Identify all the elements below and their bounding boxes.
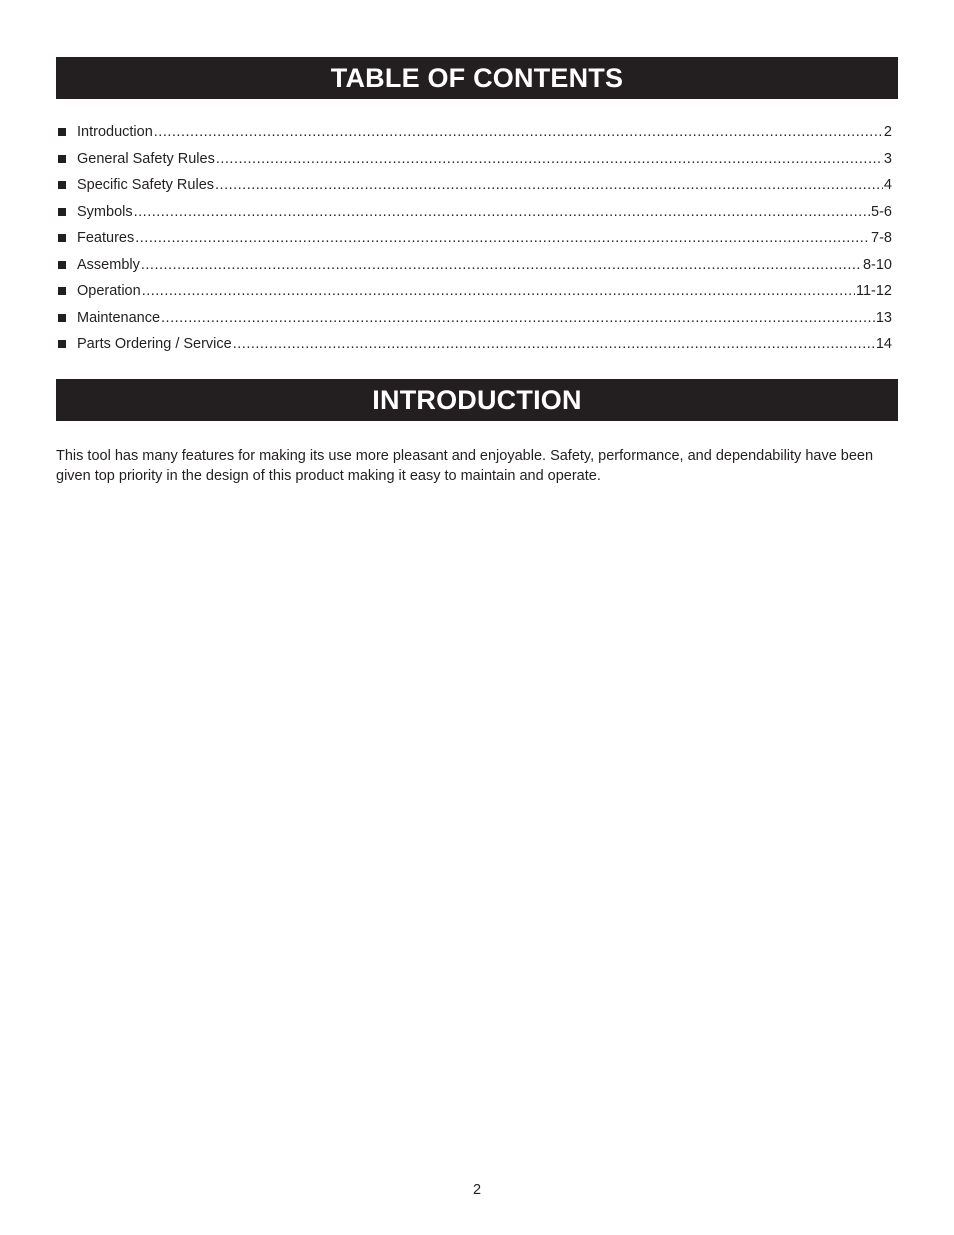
- dot-leader: [215, 172, 883, 199]
- toc-item-maintenance[interactable]: [56, 305, 892, 332]
- toc-item-page: 3: [883, 150, 892, 167]
- toc-item-symbols[interactable]: [56, 199, 892, 226]
- toc-item-operation[interactable]: [56, 278, 892, 305]
- toc-item-page: 7-8: [871, 230, 892, 246]
- square-bullet-icon: [58, 261, 66, 269]
- introduction-body: This tool has many features for making its use more pleasant and enjoyable. Safety, performance, and dependability have been given top priority in the design of this product making it easy to maintain and operate.: [56, 448, 874, 484]
- dot-leader: [135, 225, 870, 252]
- toc-item-assembly[interactable]: [56, 252, 892, 279]
- toc-item-label: Features: [77, 230, 135, 246]
- toc-item-page: 8-10: [862, 256, 892, 273]
- toc-item-page: 4: [883, 177, 892, 193]
- toc-item-page: 13: [875, 309, 892, 326]
- dot-leader: [141, 252, 862, 279]
- dot-leader: [142, 278, 855, 305]
- dot-leader: [216, 146, 883, 173]
- toc-item-page: 11-12: [855, 283, 892, 299]
- toc-item-parts-ordering-service[interactable]: [56, 331, 892, 358]
- square-bullet-icon: [58, 208, 66, 216]
- dot-leader: [233, 331, 875, 358]
- toc-item-label: Maintenance: [77, 309, 161, 326]
- introduction-heading: INTRODUCTION: [56, 379, 898, 421]
- toc-item-label: Symbols: [77, 203, 133, 220]
- square-bullet-icon: [58, 314, 66, 322]
- toc-item-label: Specific Safety Rules: [77, 177, 215, 193]
- toc-item-page: 2: [883, 124, 892, 140]
- toc-item-label: Introduction: [77, 124, 153, 140]
- toc-item-label: Parts Ordering / Service: [77, 336, 232, 352]
- toc-item-features[interactable]: [56, 225, 892, 252]
- dot-leader: [161, 305, 875, 332]
- toc-item-page: 14: [875, 336, 892, 352]
- square-bullet-icon: [58, 155, 66, 163]
- square-bullet-icon: [58, 181, 66, 189]
- page-number: 2: [472, 1182, 482, 1198]
- square-bullet-icon: [58, 340, 66, 348]
- toc-item-label: General Safety Rules: [77, 150, 215, 167]
- toc-item-specific-safety-rules[interactable]: [56, 172, 892, 199]
- toc-item-page: 5-6: [871, 203, 892, 220]
- toc-heading: TABLE OF CONTENTS: [56, 57, 898, 99]
- toc-item-label: Assembly: [77, 256, 140, 273]
- square-bullet-icon: [58, 287, 66, 295]
- dot-leader: [134, 199, 870, 226]
- square-bullet-icon: [58, 234, 66, 242]
- toc-item-label: Operation: [77, 283, 141, 299]
- square-bullet-icon: [58, 128, 66, 136]
- toc-item-introduction[interactable]: [56, 119, 892, 146]
- toc-list: [56, 119, 892, 358]
- dot-leader: [154, 119, 883, 146]
- toc-item-general-safety-rules[interactable]: [56, 146, 892, 173]
